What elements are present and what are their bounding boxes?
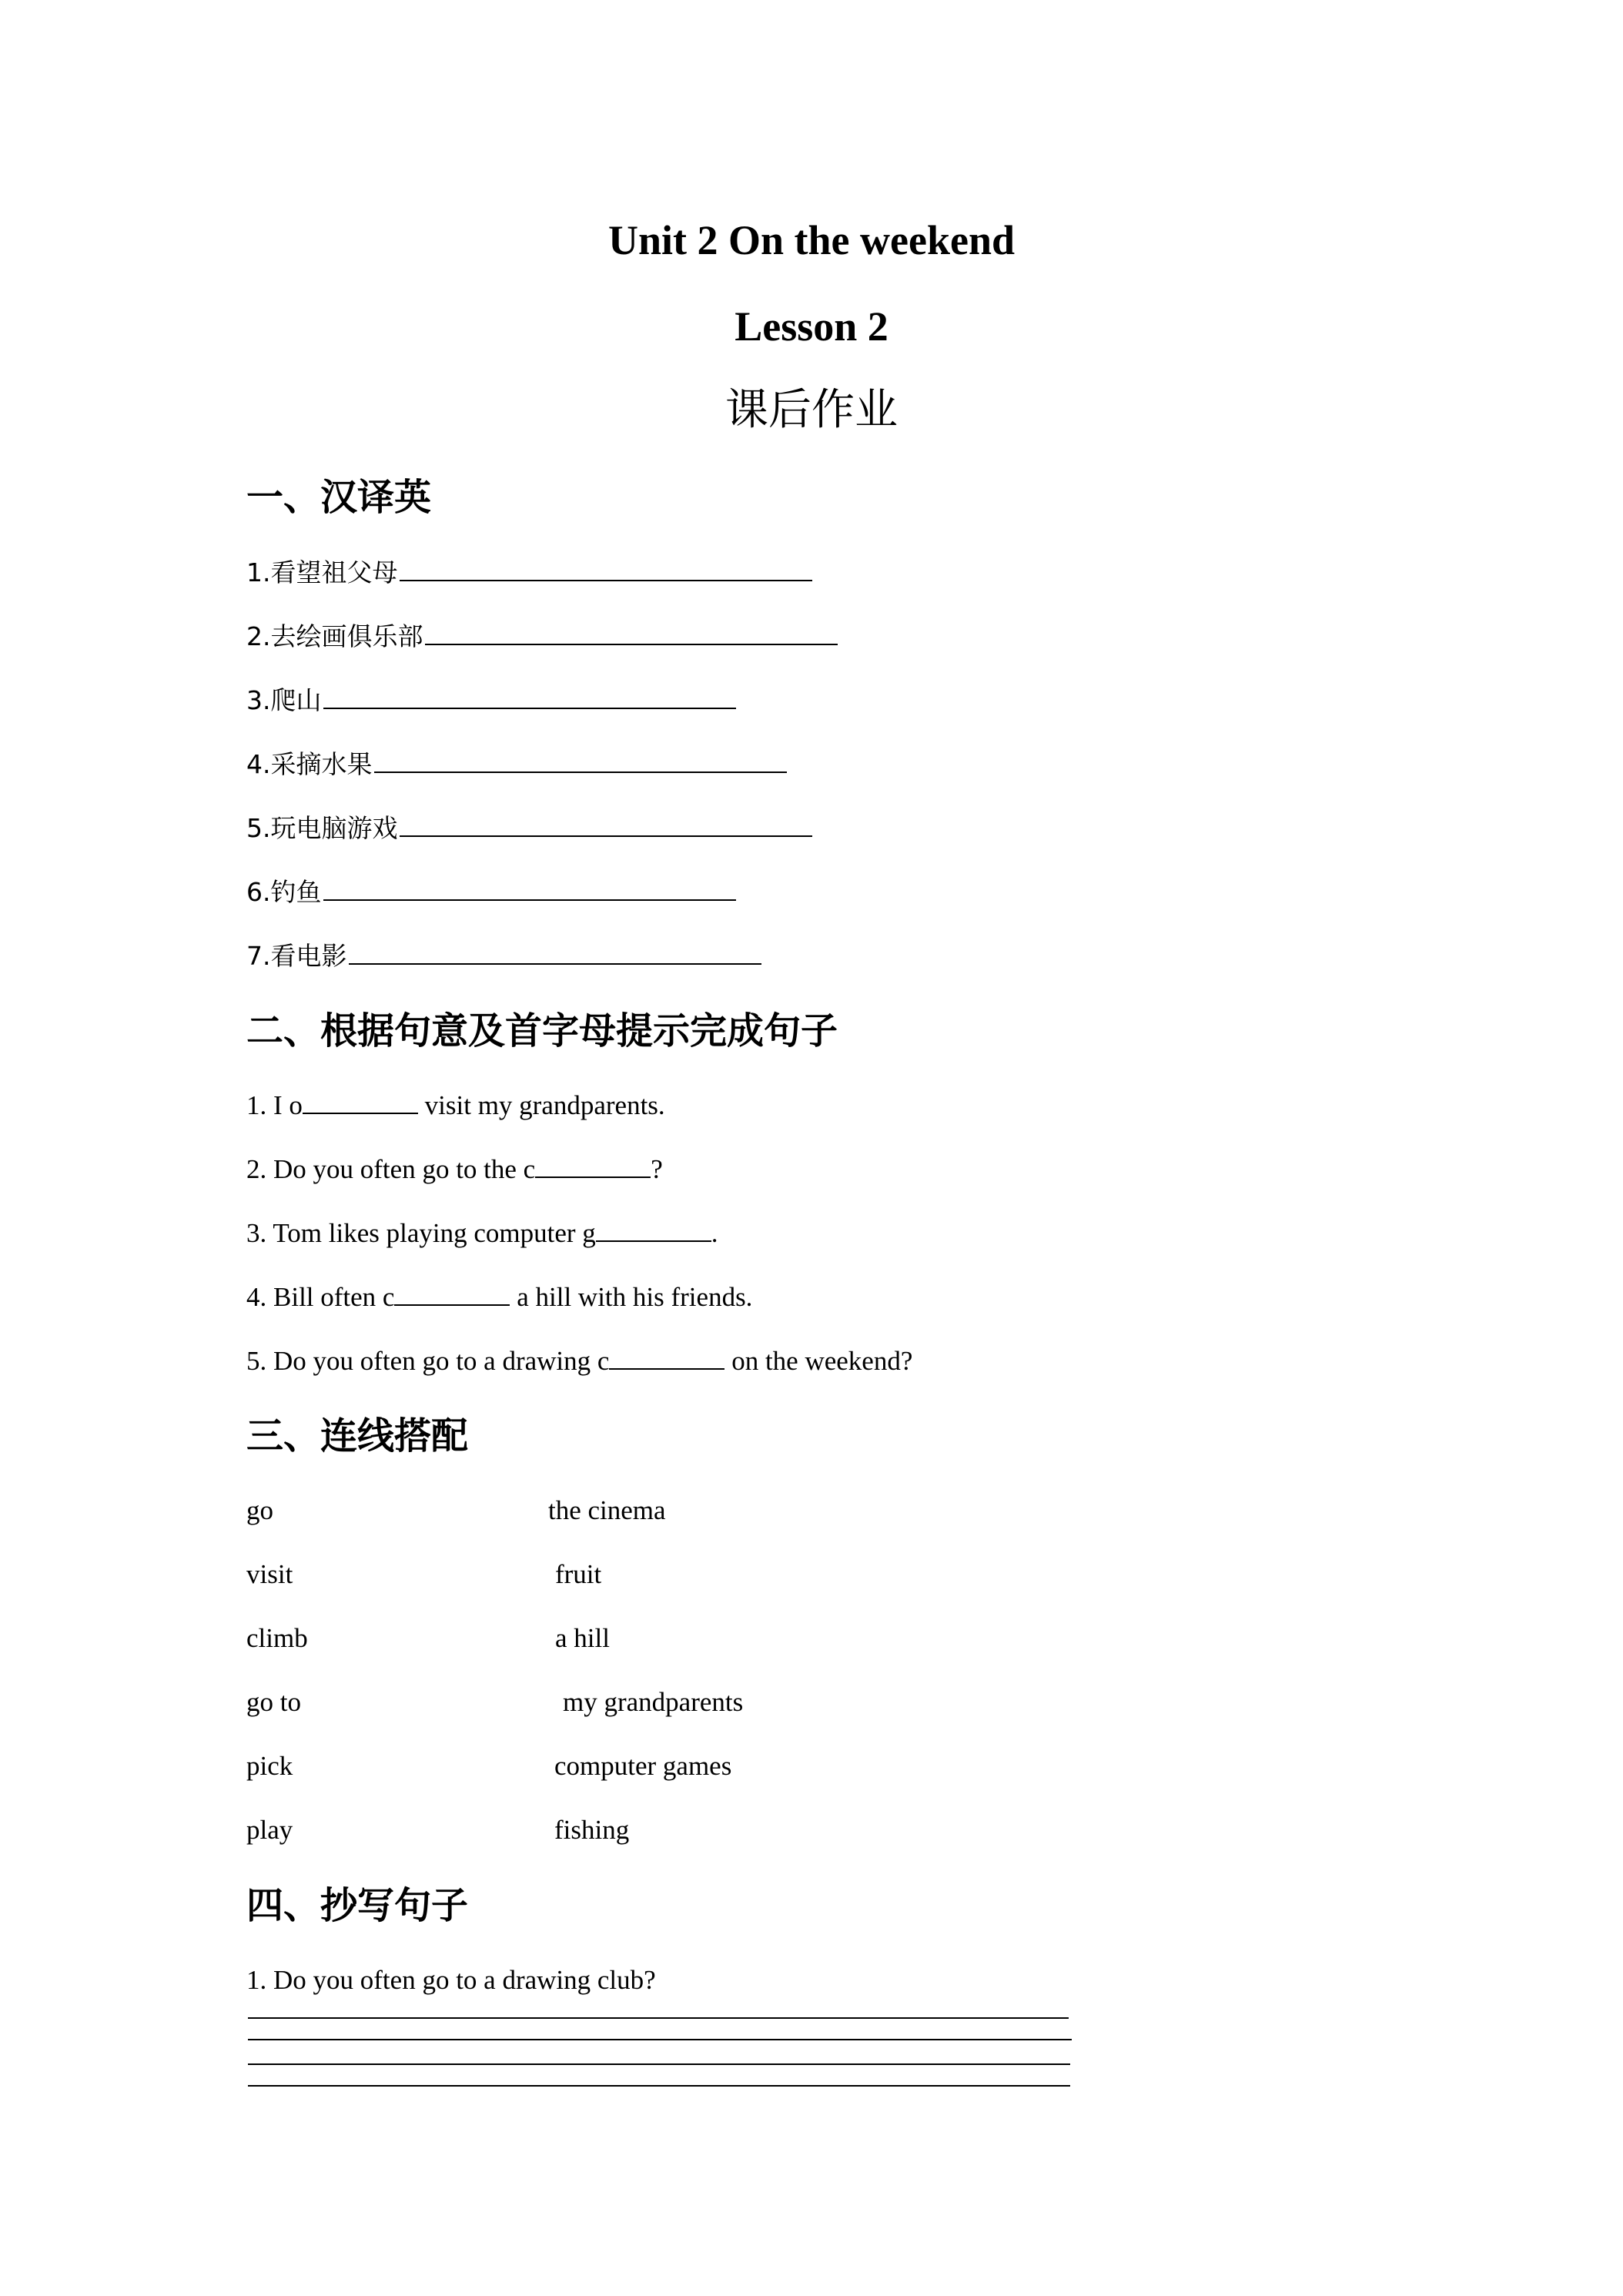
match-right-item[interactable]: my grandparents: [563, 1687, 744, 1717]
match-left-item[interactable]: go: [246, 1495, 273, 1525]
match-right-item[interactable]: computer games: [554, 1751, 732, 1781]
answer-blank[interactable]: [400, 579, 812, 581]
answer-blank[interactable]: [349, 962, 761, 965]
writing-line[interactable]: [248, 2039, 1072, 2040]
sentence-item-2: [246, 1153, 663, 1186]
answer-blank[interactable]: [394, 1304, 510, 1306]
writing-line[interactable]: [248, 2017, 1069, 2019]
sentence-start: 4. Bill often c: [246, 1282, 395, 1312]
sentence-item-1: [246, 1089, 665, 1123]
sentence-end: a hill with his friends.: [510, 1282, 753, 1312]
translation-item-text: 5.玩电脑游戏: [246, 813, 398, 843]
writing-line[interactable]: [248, 2085, 1070, 2087]
writing-line[interactable]: [248, 2063, 1070, 2065]
match-right-item[interactable]: fruit: [555, 1559, 602, 1589]
sentence-start: 1. I o: [246, 1090, 303, 1120]
homework-title: 课后作业: [725, 385, 898, 435]
match-left-item[interactable]: go to: [246, 1687, 301, 1717]
translation-item-text: 2.去绘画俱乐部: [246, 621, 423, 651]
section-4-heading: 四、抄写句子: [246, 1884, 469, 1927]
answer-blank[interactable]: [425, 643, 838, 645]
translation-item-text: 6.钓鱼: [246, 877, 322, 907]
translation-item-1: [246, 556, 812, 590]
copy-sentence-item-1: 1. Do you often go to a drawing club?: [246, 1965, 656, 1995]
answer-blank[interactable]: [535, 1176, 651, 1178]
sentence-item-5: [246, 1344, 912, 1378]
translation-item-6: [246, 875, 736, 909]
section-1-heading: 一、汉译英: [246, 476, 432, 519]
sentence-end: on the weekend?: [724, 1346, 913, 1376]
answer-blank[interactable]: [323, 707, 736, 709]
sentence-start: 2. Do you often go to the c: [246, 1154, 536, 1184]
match-right-item[interactable]: fishing: [554, 1815, 630, 1845]
match-left-item[interactable]: pick: [246, 1751, 293, 1781]
translation-item-7: [246, 939, 761, 973]
answer-blank[interactable]: [400, 835, 812, 837]
translation-item-text: 3.爬山: [246, 685, 322, 715]
match-right-item[interactable]: the cinema: [548, 1495, 666, 1525]
match-right-item[interactable]: a hill: [555, 1623, 610, 1653]
page-title: Unit 2 On the weekend: [607, 217, 1016, 263]
sentence-start: 3. Tom likes playing computer g: [246, 1218, 596, 1248]
translation-item-3: [246, 684, 736, 718]
translation-item-5: [246, 812, 812, 845]
translation-item-text: 7.看电影: [246, 941, 347, 971]
translation-item-text: 4.采摘水果: [246, 749, 373, 779]
sentence-item-4: [246, 1280, 752, 1314]
answer-blank[interactable]: [609, 1367, 724, 1370]
match-left-item[interactable]: visit: [246, 1559, 293, 1589]
answer-blank[interactable]: [323, 899, 736, 901]
translation-item-4: [246, 748, 787, 782]
match-left-item[interactable]: play: [246, 1815, 293, 1845]
answer-blank[interactable]: [596, 1240, 711, 1242]
lesson-title: Lesson 2: [735, 303, 888, 350]
answer-blank[interactable]: [303, 1112, 418, 1114]
section-3-heading: 三、连线搭配: [246, 1414, 469, 1458]
translation-item-text: 1.看望祖父母: [246, 557, 398, 587]
sentence-start: 5. Do you often go to a drawing c: [246, 1346, 610, 1376]
match-left-item[interactable]: climb: [246, 1623, 308, 1653]
section-2-heading: 二、根据句意及首字母提示完成句子: [246, 1009, 838, 1053]
sentence-end: ?: [651, 1154, 663, 1184]
sentence-end: visit my grandparents.: [417, 1090, 665, 1120]
answer-blank[interactable]: [374, 771, 787, 773]
sentence-item-3: [246, 1217, 718, 1250]
sentence-end: .: [711, 1218, 718, 1248]
translation-item-2: [246, 620, 838, 654]
